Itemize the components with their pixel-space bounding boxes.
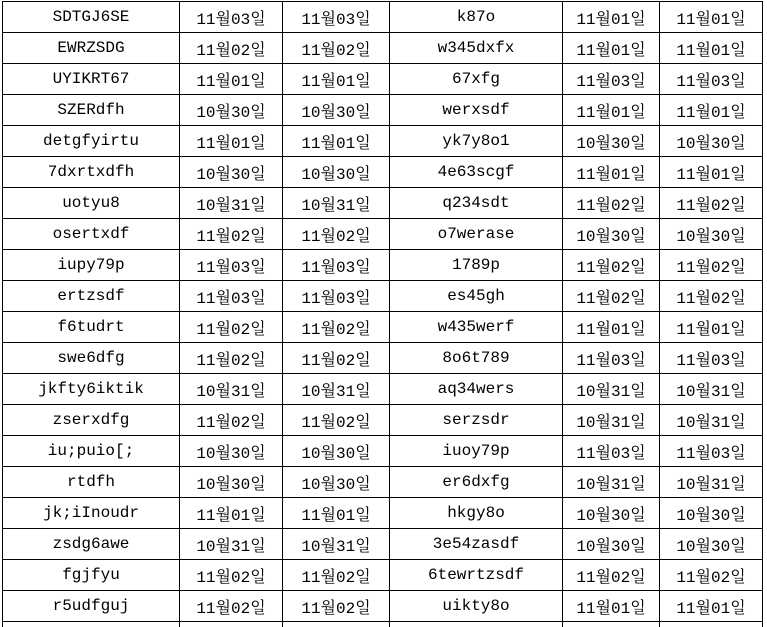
date-cell: 10월30일: [283, 95, 390, 126]
code-cell: werxsdf: [390, 95, 563, 126]
date-cell: 10월30일: [660, 126, 763, 157]
code-cell: es45gh: [390, 281, 563, 312]
table-row: [3, 343, 763, 374]
date-cell: 10월31일: [660, 405, 763, 436]
table-row: [3, 560, 763, 591]
date-cell: 11월02일: [283, 219, 390, 250]
date-cell: 11월01일: [660, 312, 763, 343]
date-cell: 11월02일: [283, 312, 390, 343]
code-cell: 1789p: [390, 250, 563, 281]
code-cell: iu;puio[;: [3, 436, 180, 467]
date-cell: 11월02일: [283, 560, 390, 591]
code-cell: ertzsdf: [3, 281, 180, 312]
code-cell: osertxdf: [3, 219, 180, 250]
empty-cell: [660, 622, 763, 627]
date-cell: 10월30일: [283, 157, 390, 188]
table-row: [3, 498, 763, 529]
date-cell: 10월30일: [563, 529, 660, 560]
table-row: [3, 374, 763, 405]
date-cell: 11월02일: [180, 560, 283, 591]
date-cell: 11월03일: [283, 281, 390, 312]
date-cell: 11월01일: [283, 64, 390, 95]
code-cell: jk;iInoudr: [3, 498, 180, 529]
date-cell: 10월30일: [180, 467, 283, 498]
table-row: [3, 312, 763, 343]
date-cell: 10월30일: [563, 126, 660, 157]
code-cell: w345dxfx: [390, 33, 563, 64]
date-cell: 10월30일: [660, 529, 763, 560]
code-cell: 67xfg: [390, 64, 563, 95]
date-cell: 11월02일: [660, 560, 763, 591]
date-cell: 10월30일: [180, 436, 283, 467]
date-cell: 11월03일: [563, 436, 660, 467]
date-cell: 11월03일: [660, 436, 763, 467]
date-cell: 11월01일: [563, 312, 660, 343]
date-cell: 11월02일: [180, 219, 283, 250]
date-cell: 11월01일: [563, 33, 660, 64]
date-cell: 11월03일: [660, 64, 763, 95]
date-cell: 11월03일: [563, 343, 660, 374]
code-cell: 4e63scgf: [390, 157, 563, 188]
code-cell: 6tewrtzsdf: [390, 560, 563, 591]
date-cell: 11월02일: [180, 405, 283, 436]
date-cell: 10월31일: [180, 374, 283, 405]
table-row: [3, 33, 763, 64]
data-table: [2, 1, 763, 627]
code-cell: detgfyirtu: [3, 126, 180, 157]
table-row: [3, 436, 763, 467]
date-cell: 11월01일: [283, 498, 390, 529]
code-cell: er6dxfg: [390, 467, 563, 498]
code-cell: swe6dfg: [3, 343, 180, 374]
date-cell: 10월31일: [563, 374, 660, 405]
date-cell: 11월02일: [283, 343, 390, 374]
date-cell: 11월03일: [180, 2, 283, 33]
date-cell: 11월01일: [180, 498, 283, 529]
code-cell: serzsdr: [390, 405, 563, 436]
code-cell: 3e54zasdf: [390, 529, 563, 560]
code-cell: zserxdfg: [3, 405, 180, 436]
date-cell: 10월31일: [563, 405, 660, 436]
date-cell: 11월02일: [660, 188, 763, 219]
empty-cell: [3, 622, 180, 627]
date-cell: 11월01일: [660, 157, 763, 188]
table-row: [3, 2, 763, 33]
empty-cell: [180, 622, 283, 627]
code-cell: rtdfh: [3, 467, 180, 498]
code-cell: yk7y8o1: [390, 126, 563, 157]
date-cell: 11월01일: [180, 126, 283, 157]
empty-cell: [283, 622, 390, 627]
date-cell: 11월01일: [660, 33, 763, 64]
code-cell: iuoy79p: [390, 436, 563, 467]
code-cell: SZERdfh: [3, 95, 180, 126]
date-cell: 10월31일: [660, 374, 763, 405]
partial-row: [3, 622, 763, 627]
code-cell: aq34wers: [390, 374, 563, 405]
code-cell: hkgy8o: [390, 498, 563, 529]
date-cell: 11월01일: [660, 95, 763, 126]
date-cell: 11월03일: [563, 64, 660, 95]
date-cell: 11월03일: [283, 2, 390, 33]
code-cell: iupy79p: [3, 250, 180, 281]
date-cell: 10월30일: [660, 219, 763, 250]
code-cell: uotyu8: [3, 188, 180, 219]
table-row: [3, 157, 763, 188]
date-cell: 11월02일: [180, 591, 283, 622]
code-cell: SDTGJ6SE: [3, 2, 180, 33]
code-cell: o7werase: [390, 219, 563, 250]
table-row: [3, 188, 763, 219]
date-cell: 11월02일: [180, 343, 283, 374]
date-cell: 11월03일: [180, 281, 283, 312]
date-cell: 11월01일: [563, 157, 660, 188]
table-row: [3, 281, 763, 312]
date-cell: 10월31일: [660, 467, 763, 498]
code-cell: f6tudrt: [3, 312, 180, 343]
date-cell: 11월03일: [283, 250, 390, 281]
date-cell: 11월01일: [283, 126, 390, 157]
date-cell: 11월01일: [563, 95, 660, 126]
date-cell: 10월31일: [180, 188, 283, 219]
date-cell: 10월31일: [283, 529, 390, 560]
date-cell: 10월30일: [180, 157, 283, 188]
date-cell: 11월03일: [180, 250, 283, 281]
date-cell: 10월30일: [563, 498, 660, 529]
date-cell: 11월02일: [283, 405, 390, 436]
table-body: [3, 2, 763, 627]
code-cell: w435werf: [390, 312, 563, 343]
date-cell: 11월01일: [660, 591, 763, 622]
date-cell: 11월02일: [563, 281, 660, 312]
date-cell: 10월31일: [283, 374, 390, 405]
code-cell: q234sdt: [390, 188, 563, 219]
table-row: [3, 591, 763, 622]
date-cell: 11월01일: [660, 2, 763, 33]
empty-cell: [563, 622, 660, 627]
date-cell: 10월30일: [283, 436, 390, 467]
table-row: [3, 95, 763, 126]
date-cell: 11월03일: [660, 343, 763, 374]
date-cell: 10월31일: [180, 529, 283, 560]
code-cell: EWRZSDG: [3, 33, 180, 64]
date-cell: 11월02일: [563, 250, 660, 281]
table-row: [3, 219, 763, 250]
date-cell: 10월30일: [180, 95, 283, 126]
date-cell: 10월30일: [563, 219, 660, 250]
table-row: [3, 529, 763, 560]
date-cell: 10월30일: [660, 498, 763, 529]
table-row: [3, 467, 763, 498]
code-cell: zsdg6awe: [3, 529, 180, 560]
code-cell: UYIKRT67: [3, 64, 180, 95]
table-row: [3, 126, 763, 157]
code-cell: jkfty6iktik: [3, 374, 180, 405]
date-cell: 10월31일: [283, 188, 390, 219]
empty-cell: [390, 622, 563, 627]
date-cell: 10월30일: [283, 467, 390, 498]
date-cell: 11월02일: [283, 33, 390, 64]
date-cell: 11월02일: [563, 188, 660, 219]
date-cell: 11월02일: [180, 33, 283, 64]
code-cell: r5udfguj: [3, 591, 180, 622]
date-cell: 11월01일: [563, 2, 660, 33]
date-cell: 11월02일: [180, 312, 283, 343]
code-cell: 8o6t789: [390, 343, 563, 374]
code-cell: uikty8o: [390, 591, 563, 622]
date-cell: 11월02일: [660, 281, 763, 312]
date-cell: 11월02일: [283, 591, 390, 622]
date-cell: 11월01일: [563, 591, 660, 622]
date-cell: 11월02일: [660, 250, 763, 281]
date-cell: 10월31일: [563, 467, 660, 498]
code-cell: 7dxrtxdfh: [3, 157, 180, 188]
code-cell: k87o: [390, 2, 563, 33]
table-row: [3, 64, 763, 95]
table-row: [3, 405, 763, 436]
code-cell: fgjfyu: [3, 560, 180, 591]
table-row: [3, 250, 763, 281]
date-cell: 11월01일: [180, 64, 283, 95]
date-cell: 11월02일: [563, 560, 660, 591]
